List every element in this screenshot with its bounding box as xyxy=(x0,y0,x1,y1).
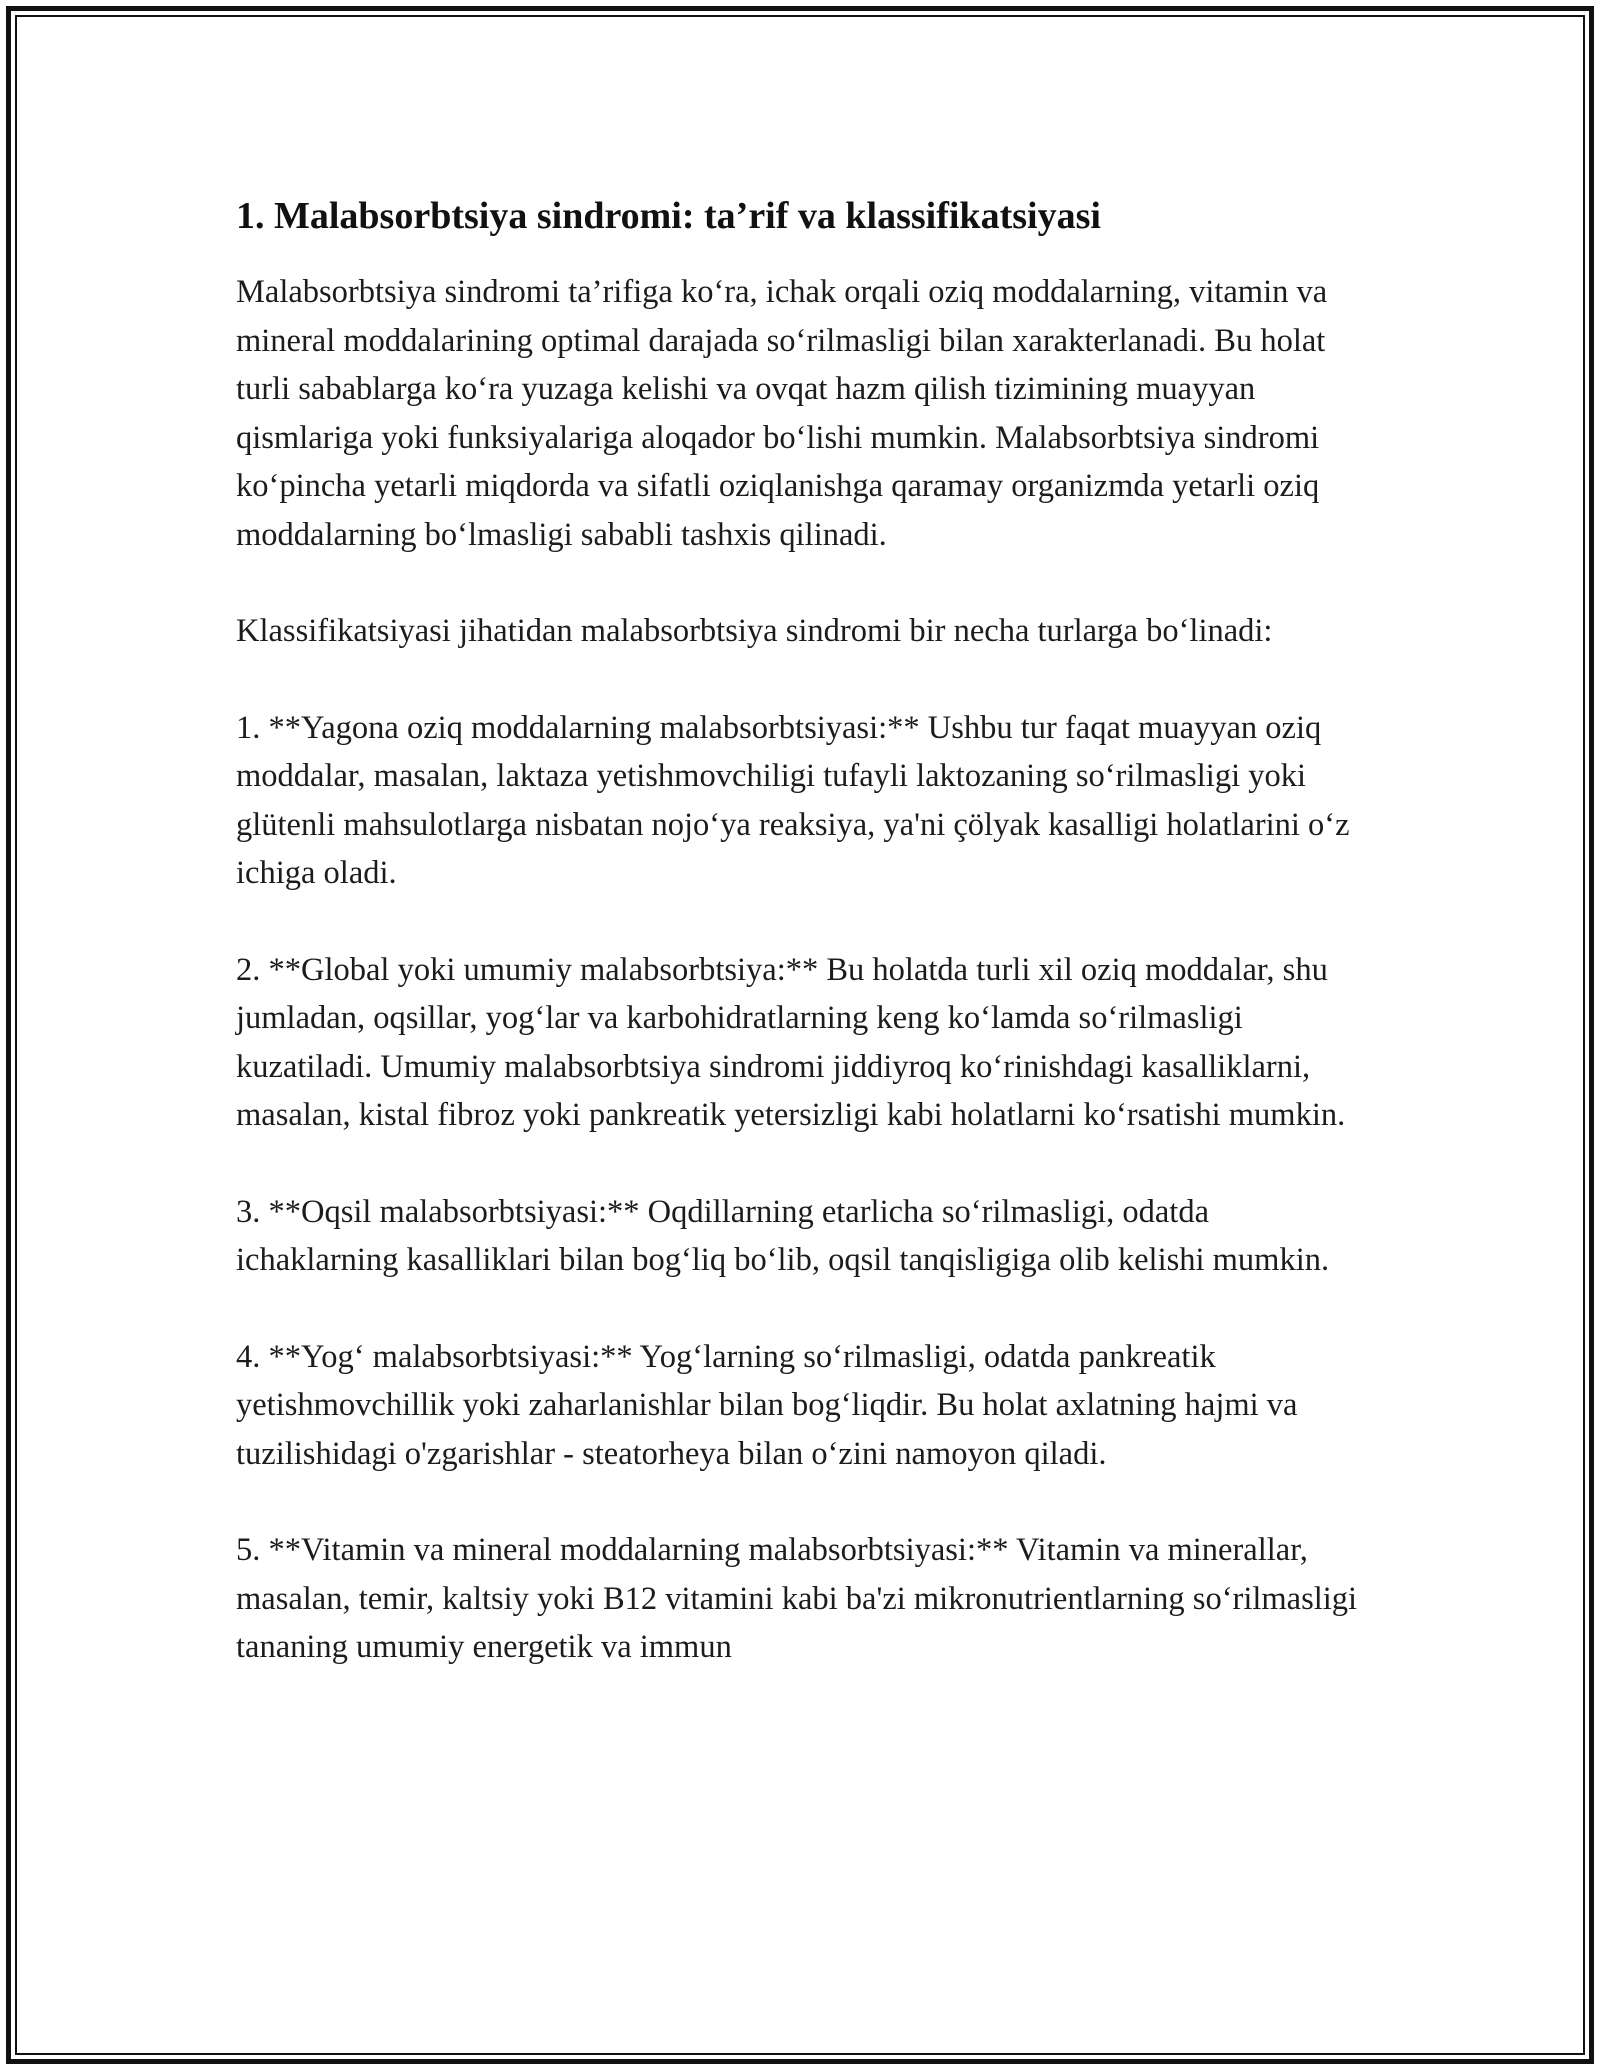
list-item-global: 2. **Global yoki umumiy malabsorbtsiya:** Bu holatda turli xil oziq moddalar, shu jumladan, oqsillar, yog‘lar va karbohidratlarning keng ko‘lamda so‘rilmasligi kuzatiladi. Umumiy malabsorbtsiya sindromi jiddiyroq ko‘rinishdagi kasalliklarni, masalan, kistal fibroz yoki pankreatik yetersizligi kabi holatlarni ko‘rsatishi mumkin. xyxy=(236,951,1346,1133)
paragraph-classification-intro: Klassifikatsiyasi jihatidan malabsorbtsiya sindromi bir necha turlarga bo‘linadi: xyxy=(236,613,1273,649)
section-heading: 1. Malabsorbtsiya sindromi: ta’rif va klassifikatsiyasi xyxy=(236,195,1101,237)
list-item-fat: 4. **Yog‘ malabsorbtsiyasi:** Yog‘larning so‘rilmasligi, odatda pankreatik yetishmovchillik yoki zaharlanishlar bilan bog‘liqdir. Bu holat axlatning hajmi va tuzilishidagi o'zgarishlar - steatorheya bilan o‘zini namoyon qiladi. xyxy=(236,1338,1298,1472)
list-item-single-nutrient: 1. **Yagona oziq moddalarning malabsorbtsiyasi:** Ushbu tur faqat muayyan oziq moddalar, masalan, laktaza yetishmovchiligi tufayli laktozaning so‘rilmasligi yoki glütenli mahsulotlarga nisbatan nojo‘ya reaksiya, ya'ni çölyak kasalligi holatlarini o‘z ichiga oladi. xyxy=(236,709,1350,891)
list-item-vitamin-mineral: 5. **Vitamin va mineral moddalarning malabsorbtsiyasi:** Vitamin va minerallar, masalan, temir, kaltsiy yoki B12 vitamini kabi ba'zi mikronutrientlarning so‘rilmasligi tananing umumiy energetik va immun xyxy=(236,1532,1358,1665)
paragraph-definition: Malabsorbtsiya sindromi ta’rifiga ko‘ra, ichak orqali oziq moddalarning, vitamin va mineral moddalarining optimal darajada so‘rilmasligi bilan xarakterlanadi. Bu holat turli sabablarga ko‘ra yuzaga kelishi va ovqat hazm qilish tizimining muayyan qismlariga yoki funksiyalariga aloqador bo‘lishi mumkin. Malabsorbtsiya sindromi ko‘pincha yetarli miqdorda va sifatli oziqlanishga qaramay organizmda yetarli oziq moddalarning bo‘lmasligi sababli tashxis qilinadi. xyxy=(236,274,1328,553)
list-item-protein: 3. **Oqsil malabsorbtsiyasi:** Oqdillarning etarlicha so‘rilmasligi, odatda ichaklarning kasalliklari bilan bog‘liq bo‘lib, oqsil tanqisligiga olib kelishi mumkin. xyxy=(236,1193,1330,1278)
document-body xyxy=(236,186,1366,1672)
